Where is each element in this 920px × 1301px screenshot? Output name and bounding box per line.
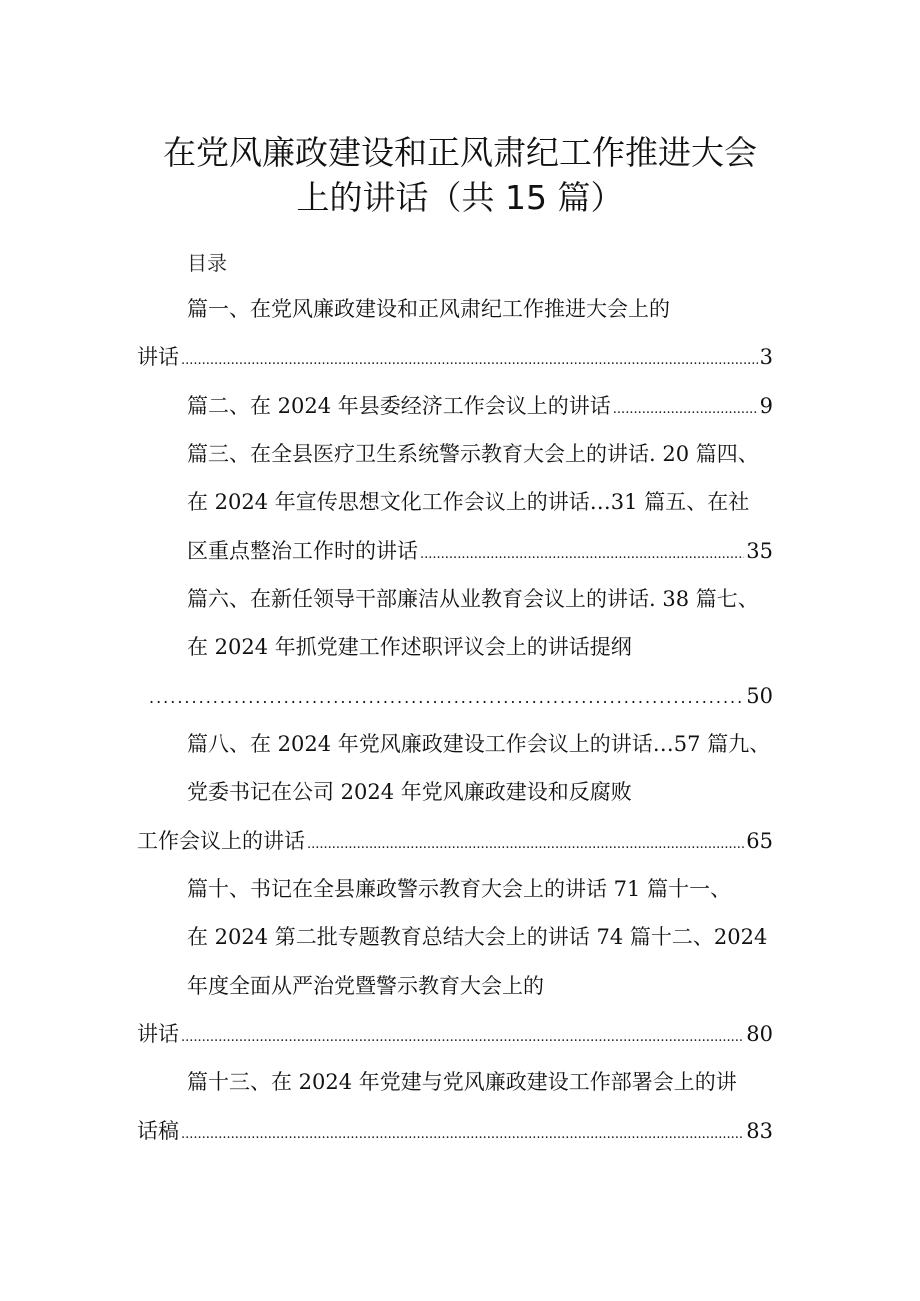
dot-leader [149,683,744,713]
toc-line [187,777,632,807]
toc-line-text: 篇八、在 2024 年党风廉政建设工作会议上的讲话…57 篇九、 [187,732,771,756]
toc-heading: 目录 [187,251,227,275]
toc-page-number: 3 [759,345,773,369]
toc-line [187,1067,737,1097]
toc-line [187,874,731,904]
toc-line [187,729,770,759]
toc-line-text: 党委书记在公司 2024 年党风廉政建设和反腐败 [187,780,632,804]
toc-entry[interactable] [137,826,773,856]
toc-entry[interactable] [137,1116,773,1146]
toc-line-text: 区重点整治工作时的讲话 [187,539,418,563]
toc-line-text: 篇十、书记在全县廉政警示教育大会上的讲话 71 篇十一、 [187,877,732,901]
toc-line-text: 讲话 [137,345,179,369]
toc-line [187,632,632,662]
toc-entry[interactable] [187,391,773,421]
toc-page-number: 50 [746,684,773,708]
dot-leader [181,346,758,376]
toc-page-number: 83 [746,1119,773,1143]
toc-line-text: 话稿 [137,1119,179,1143]
toc-page-number: 35 [746,539,773,563]
toc-page-number: 80 [746,1022,773,1046]
dot-leader [420,540,744,570]
toc-line [187,294,670,324]
toc-line-text: 工作会议上的讲话 [137,829,305,853]
toc-line [187,439,759,469]
dot-leader [613,395,758,425]
toc-line [187,971,544,1001]
dot-leader [181,1023,744,1053]
toc-line-text: 篇六、在新任领导干部廉洁从业教育会议上的讲话. 38 篇七、 [187,587,759,611]
toc-line-text: 讲话 [137,1022,179,1046]
toc-entry[interactable] [137,342,773,372]
toc-line-text: 篇十三、在 2024 年党建与党风廉政建设工作部署会上的讲 [187,1070,737,1094]
toc-line-text: 篇三、在全县医疗卫生系统警示教育大会上的讲话. 20 篇四、 [187,442,759,466]
toc-line-text: 年度全面从严治党暨警示教育大会上的 [187,974,544,998]
toc-entry[interactable] [187,536,773,566]
toc-line [187,922,767,952]
dot-leader [181,1120,744,1150]
toc-line-text: 在 2024 第二批专题教育总结大会上的讲话 74 篇十二、2024 [187,925,768,949]
toc-page-number: 9 [759,394,773,418]
toc-line-text: 篇二、在 2024 年县委经济工作会议上的讲话 [187,394,611,418]
toc-line [187,487,749,517]
toc-line [187,584,759,614]
document-title-line-1: 在党风廉政建设和正风肃纪工作推进大会 [163,133,757,172]
toc-line-text: 篇一、在党风廉政建设和正风肃纪工作推进大会上的 [187,297,670,321]
toc-line-text: 在 2024 年抓党建工作述职评议会上的讲话提纲 [187,635,632,659]
toc-page-number: 65 [746,829,773,853]
toc-entry[interactable] [147,681,773,711]
document-title-line-2: 上的讲话（共 15 篇） [296,178,624,217]
toc-line-text: 在 2024 年宣传思想文化工作会议上的讲话…31 篇五、在社 [187,490,750,514]
dot-leader [307,830,744,860]
toc-entry[interactable] [137,1019,773,1049]
